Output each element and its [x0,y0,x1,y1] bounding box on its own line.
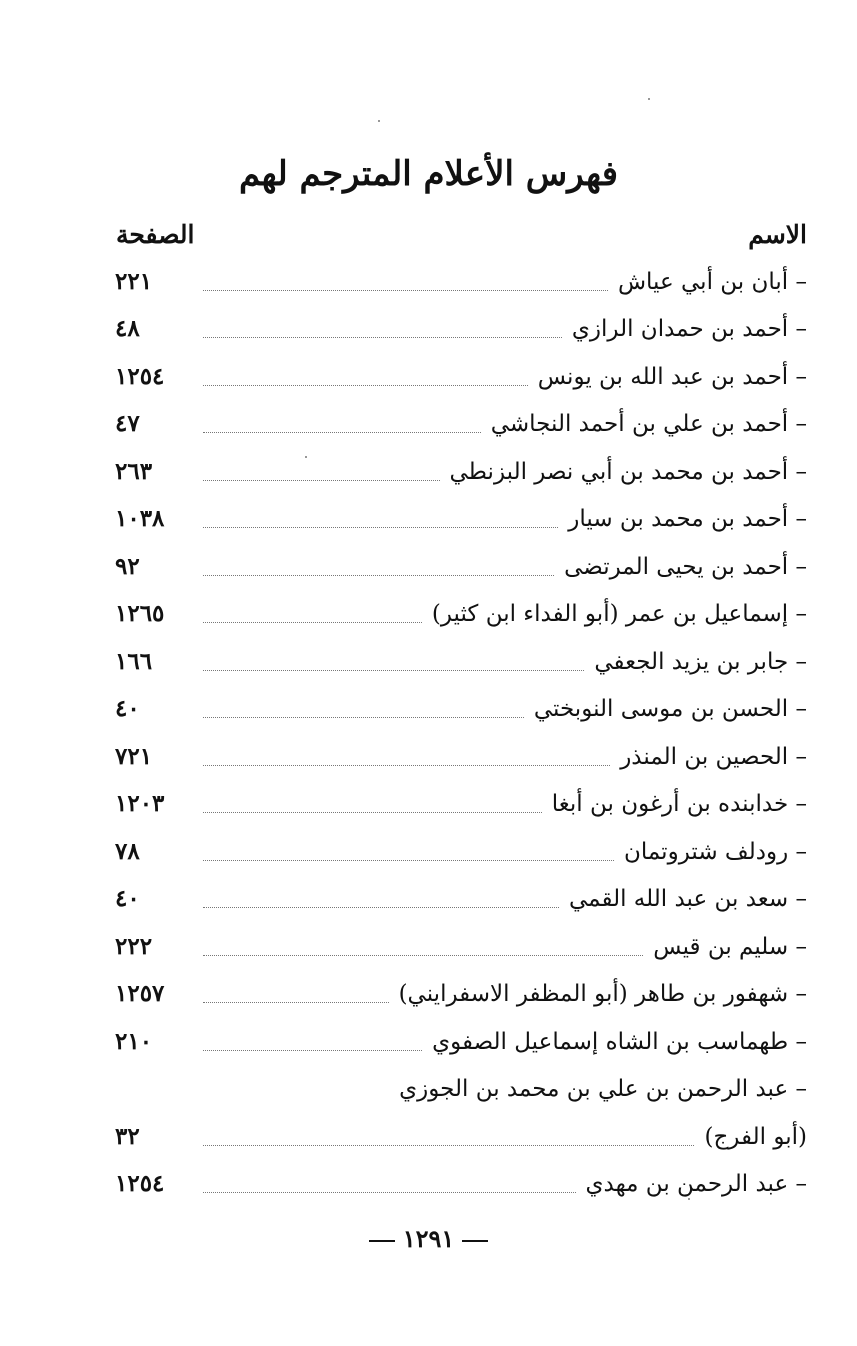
footer-dash-right [462,1240,488,1242]
entry-page-number: ٢٦٣ [115,457,153,485]
entry-name: (أبو الفرج) [704,1123,807,1150]
entry-page-number: ١٢٦٥ [115,600,165,628]
entry-page-number: ٢٢١ [115,267,153,295]
entry-page-number: ١٢٠٣ [115,790,165,818]
dot-leader [203,716,524,718]
entry-name: – سعد بن عبد الله القمي [569,886,807,913]
entry-name: – أحمد بن عبد الله بن يونس [537,363,807,390]
entry-page-number: ٤٠ [115,695,140,723]
entry-page-number: ٩٢ [115,552,140,580]
entry-page-number: ١٦٦ [115,647,153,675]
entry-page-number: ٣٢ [115,1122,140,1150]
entry-name: – سليم بن قيس [653,933,807,960]
index-entry [115,733,807,781]
index-entry [115,828,807,876]
index-entry [115,638,807,686]
page-footer [0,1222,857,1256]
entry-page-number: ١٢٥٤ [115,1170,165,1198]
entry-name: – أحمد بن محمد بن أبي نصر البزنطي [449,458,807,485]
entry-page-number: ٤٨ [115,315,140,343]
index-entry [115,401,807,449]
index-entry [115,876,807,924]
entry-name: – جابر بن يزيد الجعفي [594,648,807,675]
entry-page-number: ١٠٣٨ [115,505,165,533]
dot-leader [203,526,558,528]
entry-page-number: ٧٢١ [115,742,153,770]
name-column-header: الاسم [748,220,807,249]
index-title: فهرس الأعلام المترجم لهم [239,154,618,194]
entry-page-number: ٢١٠ [115,1027,153,1055]
index-entry [115,971,807,1019]
dot-leader [203,621,422,623]
entry-name: – أحمد بن يحيى المرتضى [564,553,807,580]
footer-dash-left [369,1240,395,1242]
dot-leader [203,336,562,338]
dot-leader [203,479,440,481]
entry-name: – أحمد بن علي بن أحمد النجاشي [490,411,807,438]
entry-page-number: ٤٠ [115,885,140,913]
entry-page-number: ٢٢٢ [115,932,153,960]
index-entry [115,1161,807,1209]
dot-leader [203,811,542,813]
scan-speck [305,456,307,458]
dot-leader [203,859,614,861]
entry-name: – أحمد بن محمد بن سيار [568,506,807,533]
index-entry [115,353,807,401]
dot-leader [203,764,610,766]
index-entry [115,591,807,639]
entry-name: – طهماسب بن الشاه إسماعيل الصفوي [432,1028,807,1055]
index-entry [115,1018,807,1066]
index-entry [115,258,807,306]
index-entry [115,686,807,734]
dot-leader [203,906,559,908]
index-entry [115,448,807,496]
dot-leader [203,954,643,956]
entry-page-number: ٧٨ [115,837,140,865]
index-entry [115,923,807,971]
entry-name: – الحصين بن المنذر [620,743,807,770]
dot-leader [203,1191,576,1193]
dot-leader [203,1144,694,1146]
entry-page-number: ٤٧ [115,410,140,438]
dot-leader [203,289,608,291]
dot-leader [203,431,481,433]
entry-name: – إسماعيل بن عمر (أبو الفداء ابن كثير) [431,601,807,628]
entry-name: – خدابنده بن أرغون بن أبغا [551,791,807,818]
scan-speck [648,98,650,100]
scan-speck [688,1198,690,1200]
index-entry [115,781,807,829]
entry-name: – عبد الرحمن بن مهدي [585,1171,807,1198]
entry-page-number: ١٢٥٧ [115,980,165,1008]
entry-page-number: ١٢٥٤ [115,362,165,390]
entry-name: – رودلف شتروتمان [623,838,807,865]
index-entry [115,496,807,544]
entry-name: – عبد الرحمن بن علي بن محمد بن الجوزي [399,1076,807,1103]
dot-leader [203,384,528,386]
page-number: ١٢٩١ [402,1224,455,1253]
dot-leader [203,574,554,576]
page-column-header: الصفحة [116,220,195,249]
scan-speck [378,120,380,122]
entry-name: – الحسن بن موسى النوبختي [533,696,807,723]
index-entry [115,1113,807,1161]
index-entry-list [115,258,807,1208]
entry-name: – أحمد بن حمدان الرازي [571,316,807,343]
dot-leader [203,669,584,671]
index-entry [115,543,807,591]
index-entry [115,1066,807,1114]
entry-name: – شهفور بن طاهر (أبو المظفر الاسفرايني) [398,981,807,1008]
dot-leader [203,1001,389,1003]
index-entry [115,306,807,354]
dot-leader [203,1049,422,1051]
entry-name: – أبان بن أبي عياش [617,268,807,295]
